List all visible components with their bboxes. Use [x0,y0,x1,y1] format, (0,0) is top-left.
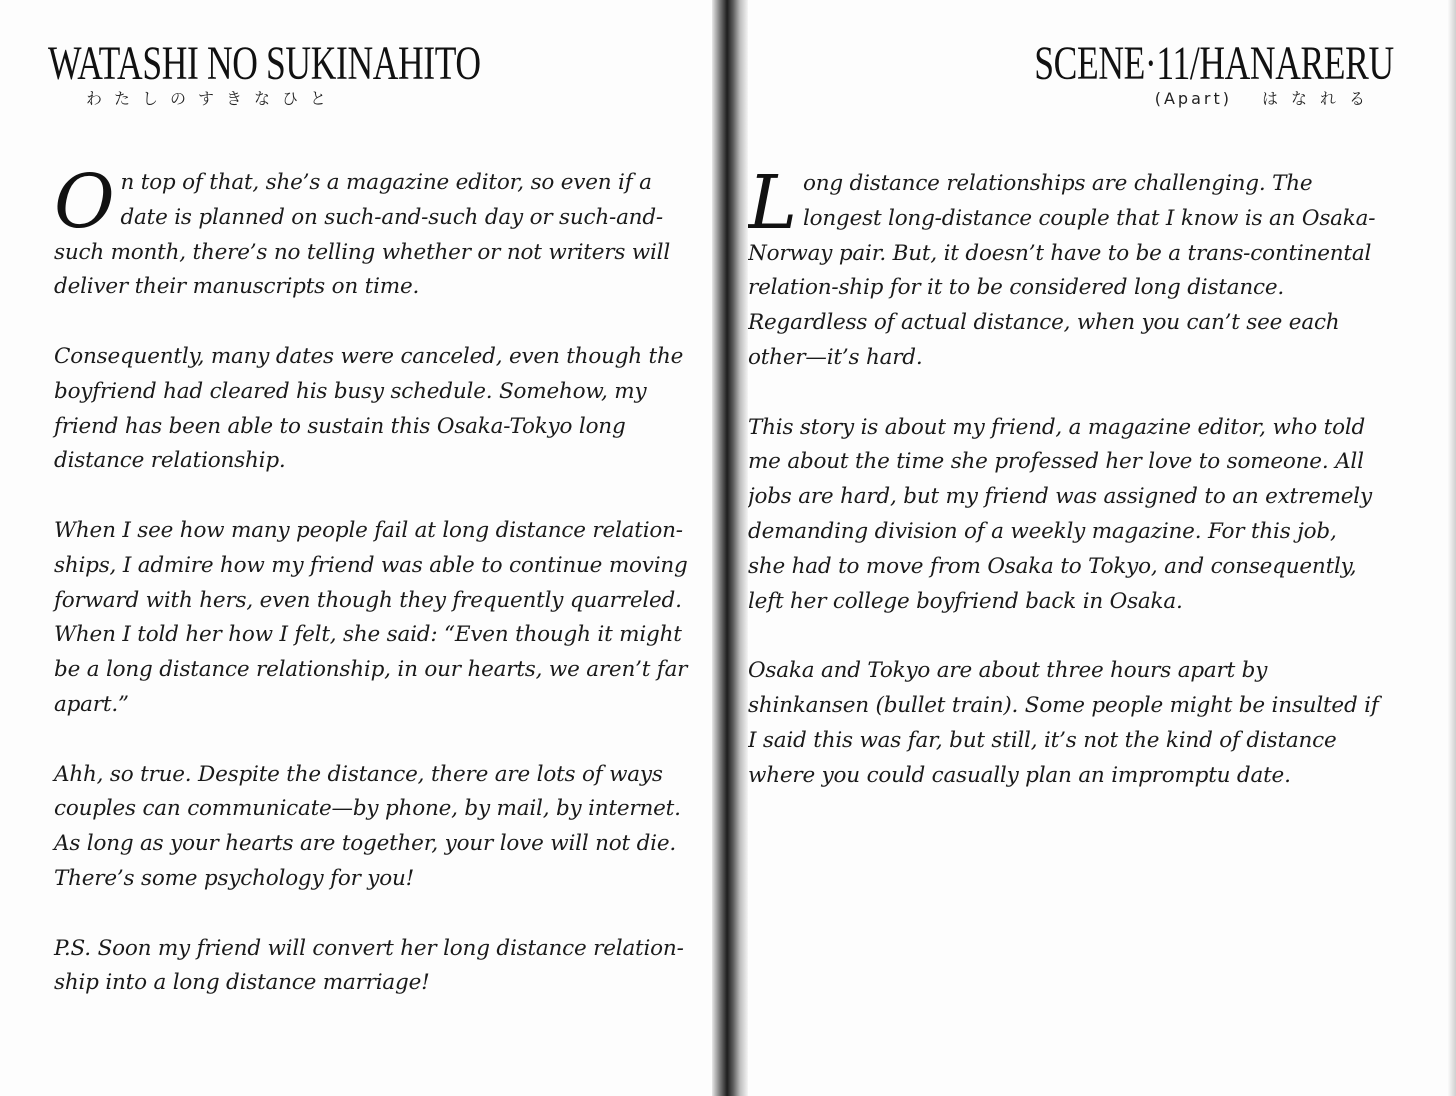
left-paragraph-2: Consequently, many dates were canceled, even though the boyfriend had cleared his busy schedule. Somehow, my friend has been able to sustain this Osaka-Tokyo long distance relationship. [54,343,684,474]
left-page [0,0,718,1096]
left-paragraph-1 [54,159,690,305]
right-page-title: SCENE·11/HANARERU [1034,37,1394,90]
book-gutter-shadow [712,0,748,1096]
left-page-body [54,159,690,1036]
left-page-title: WATASHI NO SUKINAHITO [48,37,481,90]
right-paragraph-1 [748,160,1380,376]
paragraph-text: ong distance relationships are challenging. The longest long-distance couple that I know is an Osaka-Norway pair. But, it doesn’t have to be a trans-continental relation-ship for it to be considered long distance. Regardless of actual distance, when you can’t see each other—it’s hard. [748,171,1376,370]
paragraph-text: n top of that, she’s a magazine editor, so even if a date is planned on such-and-such day or such-and-such month, there’s no telling whether or not writers will deliver their manuscripts on time. [54,170,671,300]
right-paragraph-3: Osaka and Tokyo are about three hours apart by shinkansen (bullet train). Some people might be insulted if I said this was far, but still, it’s not the kind of distance where you could casually plan an impromptu date. [748,658,1379,788]
subtitle-english: (Apart) [1154,89,1232,108]
page-edge-shadow [1448,0,1456,1096]
drop-cap: L [748,160,797,246]
left-page-kana-subtitle: わたしのすきなひと [86,89,339,108]
left-paragraph-4: Ahh, so true. Despite the distance, there are lots of ways couples can communicate—by phone, by mail, by internet. As long as your hearts are together, your love will not die. There’s some psychology for you! [54,761,681,891]
right-page-subtitle [1155,86,1378,109]
drop-cap: O [54,159,115,245]
subtitle-kana: はなれる [1261,89,1378,108]
right-page-body [748,160,1380,828]
right-page [736,0,1456,1096]
right-paragraph-2: This story is about my friend, a magazine editor, who told me about the time she professed her love to someone. All jobs are hard, but my friend was assigned to an extremely demanding division of a weekly magazine. For this job, she had to move from Osaka to Tokyo, and consequently, left her college boyfriend back in Osaka. [748,414,1372,614]
left-paragraph-3: When I see how many people fail at long distance relation-ships, I admire how my friend was able to continue moving forward with hers, even though they frequently quarreled. When I told her how I felt, she said: “Even though it might be a long distance relationship, in our hearts, we aren’t far apart.” [54,517,688,717]
left-paragraph-5: P.S. Soon my friend will convert her long distance relation-ship into a long distance marriage! [54,935,684,996]
